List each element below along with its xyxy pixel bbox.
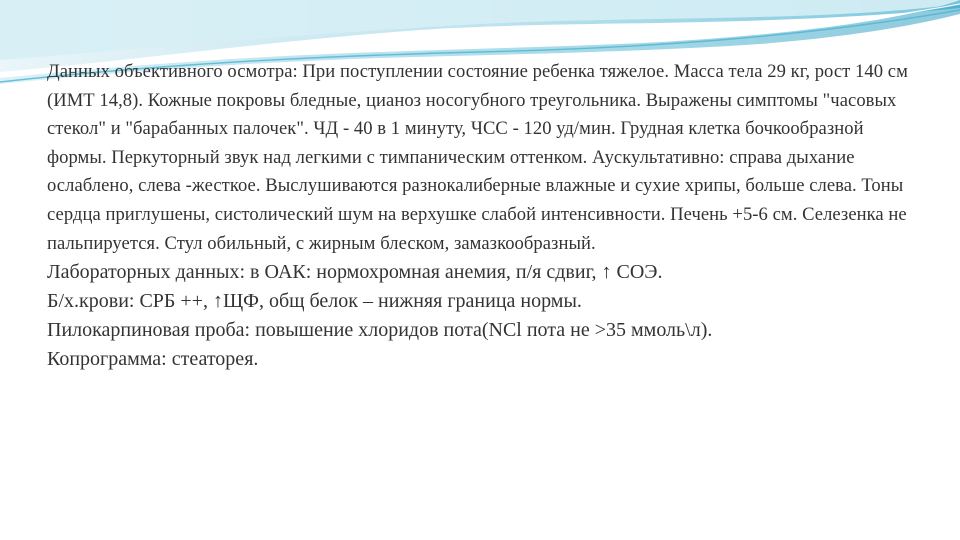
- biochem-paragraph: Б/х.крови: СРБ ++, ↑ЩФ, общ белок – нижняя граница нормы.: [47, 290, 582, 313]
- slide-content: [47, 58, 927, 374]
- exam-paragraph: Данных объективного осмотра: При поступлении состояние ребенка тяжелое. Масса тела 29 кг, рост 140 см (ИМТ 14,8). Кожные покровы бледные, цианоз носогубного треугольника. Выражены симптомы "часовых стекол" и "барабанных палочек". ЧД - 40 в 1 минуту, ЧСС - 120 уд/мин. Грудная клетка бочкообразной формы. Перкуторный звук над легкими с тимпаническим оттенком. Аускультативно: справа дыхание ослаблено, слева -жесткое. Выслушиваются разнокалиберные влажные и сухие хрипы, больше слева. Тоны сердца приглушены, систолический шум на верхушке слабой интенсивности. Печень +5-6 см. Селезенка не пальпируется. Стул обильный, с жирным блеском, замазкообразный.: [47, 61, 908, 254]
- pilocarpine-paragraph: Пилокарпиновая проба: повышение хлоридов пота(NCl пота не >35 ммоль\л).: [47, 319, 713, 342]
- lab-paragraph: Лабораторных данных: в ОАК: нормохромная анемия, п/я сдвиг, ↑ СОЭ.: [47, 261, 663, 284]
- coprogram-paragraph: Копрограмма: стеаторея.: [47, 348, 259, 371]
